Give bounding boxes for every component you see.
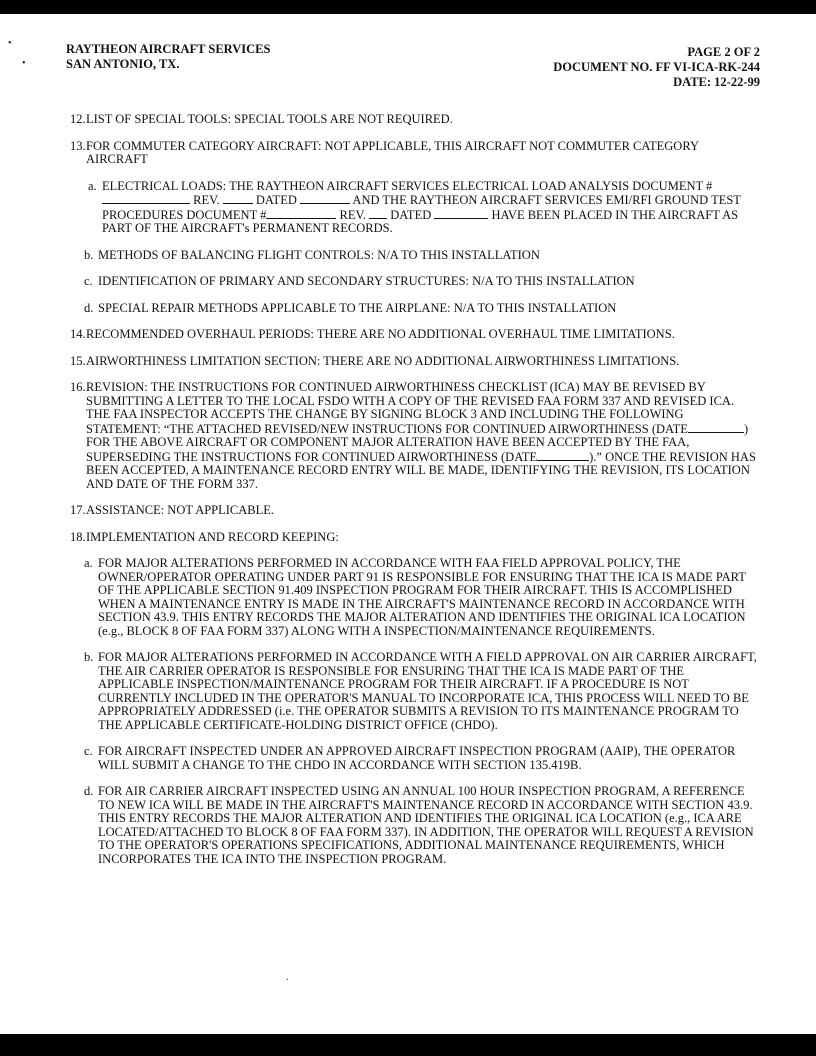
item-text: IMPLEMENTATION AND RECORD KEEPING:: [86, 529, 339, 544]
item-text: SPECIAL REPAIR METHODS APPLICABLE TO THE AIRPLANE: N/A TO THIS INSTALLATION: [98, 300, 617, 315]
item-text: LIST OF SPECIAL TOOLS: SPECIAL TOOLS ARE NOT REQUIRED.: [86, 112, 453, 126]
item-text: DATED: [387, 207, 435, 222]
item-number: 16.: [70, 380, 86, 394]
item-13b: [70, 249, 760, 263]
item-16: [70, 381, 760, 491]
item-18c: [70, 745, 760, 772]
item-number: 15.: [70, 353, 86, 368]
item-18: [70, 531, 760, 545]
item-text: REV.: [190, 193, 223, 207]
item-13c: [70, 275, 760, 289]
item-letter: b.: [84, 247, 94, 262]
doc-number-blank: [102, 193, 190, 204]
item-number: 14.: [70, 327, 86, 341]
item-text: FOR MAJOR ALTERATIONS PERFORMED IN ACCORDANCE WITH A FIELD APPROVAL ON AIR CARRIER AIRCRAFT, THE AIR CARRIER OPERATOR IS RESPONSIBLE FOR ENSURING THAT THE ICA IS MADE PART OF THE APPLICABLE INSPECTION/MAINTENANCE PROGRAM FOR THEIR AIRCRAFT. IF A PROCEDURE IS NOT CURRENTLY INCLUDED IN THE OPERATOR'S MANUAL TO INCORPORATE ICA, THIS PROCESS WILL NEED TO BE APPROPRIATELY ADDRESSED (i.e. THE OPERATOR SUBMITS A REVISION TO ITS MAINTENANCE PROGRAM TO THE APPLICABLE CERTIFICATE-HOLDING DISTRICT OFFICE (CHDO).: [98, 650, 757, 732]
item-text: FOR AIR CARRIER AIRCRAFT INSPECTED USING AN ANNUAL 100 HOUR INSPECTION PROGRAM, A REFERENCE TO NEW ICA WILL BE MADE IN THE AIRCRAFT'S MAINTENANCE RECORD IN ACCORDANCE WITH SECTION 43.9. THIS ENTRY RECORDS THE MAJOR ALTERATION AND IDENTIFIES THE ORIGINAL ICA LOCATION (e.g., ICA ARE LOCATED/ATTACHED TO BLOCK 8 OF FAA FORM 337). IN ADDITION, THE OPERATOR WILL REQUEST A REVISION TO THE OPERATOR'S OPERATIONS SPECIFICATIONS, ADDITIONAL MAINTENANCE REQUIREMENTS, WHICH INCORPORATES THE ICA INTO THE INSPECTION PROGRAM.: [98, 784, 754, 866]
scan-border-bottom: [0, 1034, 816, 1056]
document-body: [70, 113, 760, 879]
scan-border-top: [0, 0, 816, 14]
item-18b: [70, 651, 760, 732]
item-letter: d.: [84, 300, 94, 315]
item-letter: c.: [84, 744, 93, 758]
document-header: [553, 45, 760, 90]
item-text: FOR MAJOR ALTERATIONS PERFORMED IN ACCORDANCE WITH FAA FIELD APPROVAL POLICY, THE OWNER/OPERATOR OPERATING UNDER PART 91 IS RESPONSIBLE FOR ENSURING THAT THE ICA IS MADE PART OF THE APPLICABLE SECTION 91.409 INSPECTION PROGRAM FOR THEIR AIRCRAFT. THIS IS ACCOMPLISHED WHEN A MAINTENANCE ENTRY IS MADE IN THE AIRCRAFT'S MAINTENANCE RECORD IN ACCORDANCE WITH SECTION 43.9. THIS ENTRY RECORDS THE MAJOR ALTERATION AND IDENTIFIES THE ORIGINAL ICA LOCATION (e.g., BLOCK 8 OF FAA FORM 337) ALONG WITH A INSPECTION/MAINTENANCE REQUIREMENTS.: [98, 556, 746, 638]
item-18d: [70, 785, 760, 866]
item-text: REV.: [336, 207, 370, 222]
scan-speck: •: [8, 38, 12, 49]
item-letter: c.: [84, 274, 93, 288]
item-number: 18.: [70, 529, 86, 544]
date-blank: [300, 193, 350, 204]
item-text: IDENTIFICATION OF PRIMARY AND SECONDARY STRUCTURES: N/A TO THIS INSTALLATION: [98, 274, 635, 288]
company-name: RAYTHEON AIRCRAFT SERVICES: [66, 42, 271, 56]
item-letter: d.: [84, 784, 94, 798]
item-13a: [74, 180, 760, 236]
item-15: [70, 355, 760, 369]
item-text: FOR COMMUTER CATEGORY AIRCRAFT: NOT APPLICABLE, THIS AIRCRAFT NOT COMMUTER CATEGORY AIRCRAFT: [86, 138, 699, 166]
item-letter: a.: [84, 556, 93, 570]
page-number: PAGE 2 OF 2: [687, 45, 760, 59]
doc-number-blank: [266, 208, 336, 219]
date-blank: [434, 208, 488, 219]
item-13: [70, 140, 760, 167]
item-number: 12.: [70, 112, 86, 126]
item-text: DATED: [252, 193, 300, 207]
item-text: AIRWORTHINESS LIMITATION SECTION: THERE ARE NO ADDITIONAL AIRWORTHINESS LIMITATIONS.: [86, 353, 680, 368]
scan-speck: •: [22, 58, 26, 69]
item-13d: [70, 302, 760, 316]
item-text: AND THE RAYTHEON AIRCRAFT SERVICES EMI/RFI GROUND TEST PROCEDURES DOCUMENT #: [102, 193, 741, 222]
item-text: ).” ONCE THE REVISION HAS BEEN ACCEPTED, A MAINTENANCE RECORD ENTRY WILL BE MADE, IDENTIFYING THE REVISION, ITS LOCATION AND DATE OF THE FORM 337.: [86, 449, 756, 491]
item-text: ASSISTANCE: NOT APPLICABLE.: [86, 503, 275, 517]
date-blank: [537, 450, 589, 461]
document-date: DATE: 12-22-99: [673, 75, 760, 89]
item-12: [70, 113, 760, 127]
item-text: ELECTRICAL LOADS: THE RAYTHEON AIRCRAFT SERVICES ELECTRICAL LOAD ANALYSIS DOCUMENT #: [102, 178, 713, 193]
item-17: [70, 504, 760, 518]
date-blank: [688, 422, 744, 433]
item-18a: [70, 557, 760, 638]
item-text: METHODS OF BALANCING FLIGHT CONTROLS: N/A TO THIS INSTALLATION: [98, 247, 540, 262]
item-letter: a.: [88, 178, 97, 193]
item-letter: b.: [84, 650, 94, 664]
item-text: FOR AIRCRAFT INSPECTED UNDER AN APPROVED AIRCRAFT INSPECTION PROGRAM (AAIP), THE OPERATOR WILL SUBMIT A CHANGE TO THE CHDO IN ACCORDANCE WITH SECTION 135.419B.: [98, 744, 736, 772]
document-number: DOCUMENT NO. FF VI-ICA-RK-244: [553, 60, 760, 74]
company-location: SAN ANTONIO, TX.: [66, 57, 180, 71]
item-number: 13.: [70, 138, 86, 153]
rev-blank: [369, 208, 387, 219]
rev-blank: [223, 193, 253, 204]
item-text: RECOMMENDED OVERHAUL PERIODS: THERE ARE NO ADDITIONAL OVERHAUL TIME LIMITATIONS.: [86, 327, 675, 341]
item-14: [70, 328, 760, 342]
scan-speck: .: [286, 972, 289, 983]
item-text: ) FOR THE ABOVE AIRCRAFT OR COMPONENT MAJOR ALTERATION HAVE BEEN ACCEPTED BY THE FAA, SUPERSEDING THE INSTRUCTIONS FOR CONTINUED AIRWORTHINESS (DATE: [86, 421, 749, 464]
item-text: REVISION: THE INSTRUCTIONS FOR CONTINUED AIRWORTHINESS CHECKLIST (ICA) MAY BE REVISED BY SUBMITTING A LETTER TO THE LOCAL FSDO WITH A COPY OF THE REVISED FAA FORM 337 AND REVISED ICA. THE FAA INSPECTOR ACCEPTS THE CHANGE BY SIGNING BLOCK 3 AND INCLUDING THE FOLLOWING STATEMENT: “THE ATTACHED REVISED/NEW INSTRUCTIONS FOR CONTINUED AIRWORTHINESS (DATE: [86, 380, 735, 436]
company-header: [66, 42, 270, 72]
item-number: 17.: [70, 503, 86, 517]
item-text: HAVE BEEN PLACED IN THE AIRCRAFT AS PART OF THE AIRCRAFT's PERMANENT RECORDS.: [102, 207, 739, 235]
